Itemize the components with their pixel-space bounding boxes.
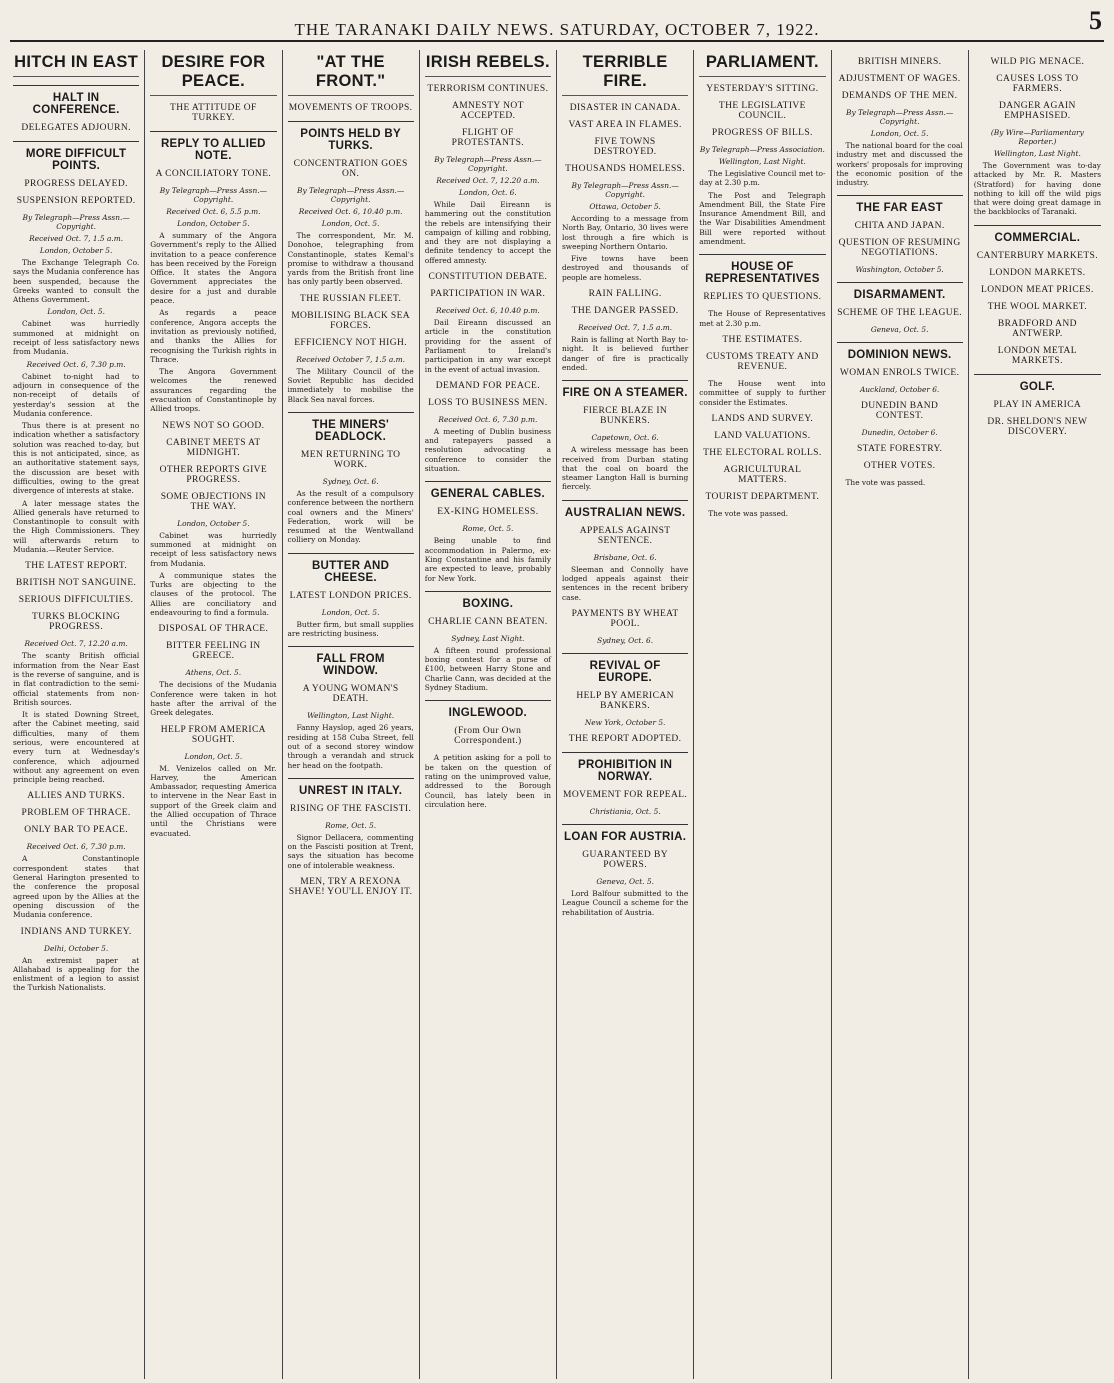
dateline: Wellington, Last Night. (307, 711, 395, 721)
deck: THE ELECTORAL ROLLS. (703, 447, 822, 458)
deck: CONCENTRATION GOES ON. (293, 159, 408, 179)
deck: LONDON MARKETS. (989, 267, 1086, 278)
newspaper-columns (8, 50, 1106, 1379)
deck: BRITISH NOT SANGUINE. (15, 578, 137, 589)
dateline: London, Oct. 5. (47, 307, 105, 317)
deck: MEN, TRY A REXONA SHAVE! YOU'LL ENJOY IT. (288, 877, 413, 898)
deck: LONDON METAL MARKETS. (997, 345, 1077, 366)
deck: DEMANDS OF THE MEN. (841, 91, 958, 101)
deck: THE REPORT ADOPTED. (568, 733, 682, 744)
deck: NEWS NOT SO GOOD. (162, 420, 265, 431)
subheadline: THE MINERS' DEADLOCK. (312, 418, 390, 443)
dateline: Brisbane, Oct. 6. (593, 552, 657, 562)
deck: THOUSANDS HOMELESS. (565, 164, 686, 174)
subheadline: DOMINION NEWS. (847, 349, 952, 362)
subheadline: THE FAR EAST (856, 202, 943, 215)
deck: CONSTITUTION DEBATE. (428, 272, 548, 283)
column-rule (288, 778, 414, 779)
article-paragraph: Butter firm, but small supplies are restricting business. (287, 619, 414, 639)
dateline: Sydney, Last Night. (451, 633, 525, 643)
deck: PARTICIPATION IN WAR. (430, 289, 546, 300)
deck: HELP FROM AMERICA SOUGHT. (160, 724, 266, 745)
dateline: Received Oct. 7, 1.5 a.m. (578, 323, 673, 333)
deck: PAYMENTS BY WHEAT POOL. (571, 608, 679, 629)
column-rule (562, 653, 688, 654)
dateline: Ottawa, October 5. (589, 202, 661, 211)
dateline: London, October 5. (177, 219, 250, 228)
article-paragraph: The House of Representatives met at 2.30 p.m. (699, 309, 826, 328)
deck: TOURIST DEPARTMENT. (705, 491, 820, 502)
dateline: Dunedin, October 6. (861, 428, 938, 438)
deck: QUESTION OF RESUMING NEGOTIATIONS. (838, 238, 961, 259)
deck: MEN RETURNING TO WORK. (300, 449, 401, 470)
column-5 (557, 50, 694, 1379)
deck: INDIANS AND TURKEY. (20, 926, 132, 937)
column-rule (837, 195, 963, 196)
deck: OTHER REPORTS GIVE PROGRESS. (159, 464, 268, 485)
column-rule (150, 131, 276, 132)
deck: DR. SHELDON'S NEW DISCOVERY. (987, 416, 1088, 437)
column-rule (425, 591, 551, 592)
deck: A YOUNG WOMAN'S DEATH. (302, 684, 399, 705)
dateline: (By Wire—Parliamentary Reporter.) (990, 128, 1084, 146)
deck: MOBILISING BLACK SEA FORCES. (291, 310, 411, 331)
deck: FIERCE BLAZE IN BUNKERS. (583, 406, 668, 427)
column-rule (974, 374, 1101, 375)
column-4 (420, 50, 557, 1379)
article-paragraph: A summary of the Angora Government's reply to the Allied invitation to a peace conference has been received by the Foreign Office. It states the Angora Government appreciates the desire for a just and durable peace. (150, 231, 277, 306)
subheadline: FIRE ON A STEAMER. (562, 387, 688, 400)
dateline: Received Oct. 6, 10.40 p.m. (298, 207, 403, 216)
deck: THE ATTITUDE OF TURKEY. (170, 103, 257, 123)
deck: BRADFORD AND ANTWERP. (997, 318, 1077, 339)
column-rule (562, 380, 688, 381)
column-rule (288, 121, 414, 122)
masthead (10, 6, 1104, 42)
article-paragraph: The decisions of the Mudania Conference were taken in hot haste after the arrival of the Greek delegates. (150, 680, 277, 718)
subheadline: GENERAL CABLES. (430, 488, 545, 501)
dateline: Received Oct. 6, 7.30 p.m. (438, 414, 538, 424)
dateline: New York, October 5. (584, 717, 666, 727)
deck: ADJUSTMENT OF WAGES. (838, 74, 961, 84)
headline: IRISH REBELS. (425, 53, 551, 77)
dateline: Received Oct. 6, 5.5 p.m. (166, 207, 261, 216)
article-paragraph: The scanty British official information from the Near East is the reverse of sanguine, and is in flat contradiction to the semi-official statements from non-British sources. (13, 651, 140, 707)
headline: DESIRE FOR PEACE. (150, 53, 276, 96)
deck: REPLIES TO QUESTIONS. (703, 292, 822, 303)
column-2 (145, 50, 282, 1379)
article-paragraph: Five towns have been destroyed and thousands of people are homeless. (562, 254, 689, 282)
deck: LATEST LONDON PRICES. (289, 590, 412, 601)
dateline: Capetown, Oct. 6. (591, 433, 659, 443)
subheadline: COMMERCIAL. (994, 231, 1081, 244)
deck: FLIGHT OF PROTESTANTS. (451, 128, 525, 148)
dateline: By Telegraph—Press Assn.—Copyright. (22, 213, 130, 231)
subheadline: FALL FROM WINDOW. (316, 653, 385, 678)
deck: PLAY IN AMERICA (993, 399, 1082, 410)
deck: DELEGATES ADJOURN. (21, 123, 131, 133)
dateline: London, Oct. 5. (184, 751, 243, 761)
article-paragraph: The national board for the coal industry met and discussed the workers' proposals for improving the economic position of the industry. (836, 141, 963, 188)
deck: DISPOSAL OF THRACE. (158, 624, 269, 635)
deck: SOME OBJECTIONS IN THE WAY. (160, 491, 267, 512)
subheadline: HOUSE OF REPRESENTATIVES (705, 261, 820, 286)
column-rule (837, 282, 963, 283)
dateline: Auckland, October 6. (859, 385, 940, 395)
column-rule (562, 752, 688, 753)
deck: WILD PIG MENACE. (990, 57, 1085, 67)
deck: FIVE TOWNS DESTROYED. (593, 137, 657, 157)
dateline: Received Oct. 6, 7.30 p.m. (26, 842, 126, 852)
deck: WOMAN ENROLS TWICE. (839, 368, 960, 379)
deck: EFFICIENCY NOT HIGH. (294, 337, 407, 348)
article-paragraph: Dail Eireann discussed an article in the constitution providing for the assent of Parliament to Ireland's participation in any war except in the event of actual invasion. (424, 318, 551, 374)
deck: RISING OF THE FASCISTI. (289, 803, 412, 814)
deck: OTHER VOTES. (863, 461, 936, 472)
deck: CHARLIE CANN BEATEN. (428, 616, 548, 627)
column-7 (832, 50, 969, 1379)
deck: THE LATEST REPORT. (25, 561, 128, 572)
article-paragraph: Lord Balfour submitted to the League Council a scheme for the rehabilitation of Austria. (562, 888, 689, 917)
article-paragraph: A meeting of Dublin business and ratepayers passed a resolution advocating a conference to consider the situation. (424, 426, 551, 474)
newspaper-title: THE TARANAKI DAILY NEWS. SATURDAY, OCTOBER 7, 1922. (294, 20, 820, 39)
column-rule (288, 553, 414, 554)
dateline: By Telegraph—Press Assn.—Copyright. (297, 186, 405, 204)
dateline: London, Oct. 5. (321, 607, 380, 617)
deck: THE ESTIMATES. (722, 334, 803, 345)
deck: DUNEDIN BAND CONTEST. (860, 401, 939, 422)
headline: PARLIAMENT. (699, 53, 825, 77)
dateline: By Telegraph—Press Assn.—Copyright. (434, 155, 542, 173)
article-paragraph: While Dail Eireann is hammering out the constitution the rebels are intensifying their campaign of killing and robbing, and they are not displaying a definite tendency to accept the offered amnesty. (424, 200, 551, 265)
deck: LONDON MEAT PRICES. (981, 284, 1094, 295)
deck: VAST AREA IN FLAMES. (568, 120, 682, 130)
deck: AMNESTY NOT ACCEPTED. (451, 101, 524, 121)
column-rule (13, 141, 139, 142)
article-paragraph: An extremist paper at Allahabad is appealing for the enlistment of a legion to assist the Turkish Nationalists. (13, 955, 140, 993)
article-paragraph: A communique states the Turks are objecting to the clauses of the protocol. The Allies are conciliatory and endeavouring to find a formula. (150, 570, 277, 618)
column-rule (562, 500, 688, 501)
deck: MOVEMENTS OF TROOPS. (288, 103, 413, 113)
column-8 (969, 50, 1106, 1379)
article-paragraph: It is stated Downing Street, after the Cabinet meeting, said difficulties, many of them serious, were encountered at every turn at Wednesday's conference, which adjourned without any agreement on even principle being reached. (13, 710, 140, 785)
dateline: Geneva, Oct. 5. (870, 325, 929, 335)
dateline: By Telegraph—Press Assn.—Copyright. (846, 108, 954, 126)
dateline: Received Oct. 7, 12.20 a.m. (24, 639, 128, 649)
article-paragraph: Cabinet was hurriedly summoned at midnight on receipt of less satisfactory news from Mudania. (150, 530, 277, 568)
deck: PROBLEM OF THRACE. (21, 808, 131, 819)
dateline: Athens, Oct. 5. (185, 668, 242, 678)
article-paragraph: The correspondent, Mr. M. Donohoe, telegraphing from Constantinople, states Kemal's promise to withdraw a thousand yards from the British front line has only partly been observed. (287, 231, 414, 287)
column-rule (425, 700, 551, 701)
article-paragraph: The Post and Telegraph Amendment Bill, the State Fire Insurance Amendment Bill, and the War Disabilities Amendment Bill were reported without amendment. (699, 190, 826, 247)
subheadline: INGLEWOOD. (448, 707, 528, 720)
article-paragraph: According to a message from North Bay, Ontario, 30 lives were lost through a fire which is sweeping Northern Ontario. (562, 214, 689, 251)
dateline: London, Oct. 6. (459, 188, 517, 197)
deck: DEMAND FOR PEACE. (435, 380, 540, 391)
dateline: Received Oct. 6, 7.30 p.m. (26, 359, 126, 369)
dateline: London, October 5. (39, 246, 113, 255)
subheadline: REPLY TO ALLIED NOTE. (160, 138, 266, 162)
deck: SUSPENSION REPORTED. (16, 196, 136, 206)
article-paragraph: Fanny Hayslop, aged 26 years, residing at 158 Cuba Street, fell out of a second storey window through a verandah and struck her head on the footpath. (287, 723, 414, 770)
deck: CHITA AND JAPAN. (854, 221, 945, 232)
article-paragraph: A fifteen round professional boxing contest for a purse of £100, between Harry Stone and Charlie Cann, was decided at the Sydney Stadium. (424, 645, 551, 693)
subheadline: LOAN FOR AUSTRIA. (564, 830, 687, 843)
deck: YESTERDAY'S SITTING. (706, 84, 819, 94)
column-rule (425, 481, 551, 482)
deck: DISASTER IN CANADA. (569, 103, 681, 113)
deck: (From Our Own Correspondent.) (454, 726, 522, 747)
deck: HELP BY AMERICAN BANKERS. (576, 690, 674, 711)
deck: GUARANTEED BY POWERS. (582, 849, 668, 870)
headline: TERRIBLE FIRE. (562, 53, 688, 96)
column-rule (974, 225, 1101, 226)
dateline: By Telegraph—Press Association. (699, 145, 825, 154)
deck: EX-KING HOMELESS. (437, 507, 539, 518)
dateline: London, Oct. 5. (321, 219, 380, 228)
deck: RAIN FALLING. (588, 289, 662, 300)
headline: "AT THE FRONT." (288, 53, 414, 96)
deck: LAND VALUATIONS. (714, 430, 811, 441)
dateline: By Telegraph—Press Assn.—Copyright. (571, 181, 679, 199)
deck: A CONCILIATORY TONE. (155, 169, 272, 179)
deck: APPEALS AGAINST SENTENCE. (579, 525, 671, 546)
article-paragraph: A petition asking for a poll to be taken on the question of rating on the unimproved value, addressed to the Borough Council, has lately been in circulation here. (424, 753, 551, 809)
column-1 (8, 50, 145, 1379)
deck: THE WOOL MARKET. (987, 301, 1088, 312)
subheadline: BUTTER AND CHEESE. (311, 559, 390, 584)
subheadline: PROHIBITION IN NORWAY. (577, 758, 673, 783)
subheadline: DISARMAMENT. (853, 289, 946, 302)
dateline: Received October 7, 1.5 a.m. (296, 354, 405, 364)
article-paragraph: Rain is falling at North Bay to-night. It is believed further danger of fire is practically ended. (562, 335, 689, 372)
deck: THE RUSSIAN FLEET. (300, 293, 402, 304)
deck: ALLIES AND TURKS. (27, 791, 125, 802)
dateline: London, October 5. (177, 518, 250, 528)
dateline: Sydney, Oct. 6. (597, 635, 654, 645)
dateline: Wellington, Last Night. (993, 149, 1081, 158)
article-paragraph: Being unable to find accommodation in Palermo, ex-King Constantine and his family are expected to leave, probably for New York. (424, 536, 551, 583)
subheadline: MORE DIFFICULT POINTS. (25, 148, 127, 172)
article-paragraph: Signor Dellacera, commenting on the Fascisti position at Trent, says the situation has become one of intolerable weakness. (287, 832, 414, 870)
deck: PROGRESS OF BILLS. (711, 128, 813, 138)
column-rule (288, 412, 414, 413)
column-rule (837, 342, 963, 343)
deck: BITTER FEELING IN GREECE. (166, 641, 261, 662)
dateline: London, Oct. 5. (870, 129, 929, 138)
deck: LOSS TO BUSINESS MEN. (428, 397, 548, 408)
dateline: Received Oct. 7, 1.5 a.m. (29, 234, 124, 243)
deck: SERIOUS DIFFICULTIES. (18, 595, 134, 606)
article-paragraph: As the result of a compulsory conference between the northern coal owners and the Miners' Federation, work will be resumed at the Wentwalland colliery on Monday. (287, 488, 414, 545)
column-rule (562, 824, 688, 825)
article-paragraph: The vote was passed. (845, 478, 926, 488)
subheadline: UNREST IN ITALY. (299, 784, 403, 797)
dateline: Delhi, October 5. (44, 943, 109, 953)
column-rule (13, 85, 139, 86)
subheadline: BOXING. (462, 597, 514, 610)
deck: ONLY BAR TO PEACE. (24, 825, 128, 836)
article-paragraph: The Government was to-day attacked by Mr. R. Masters (Stratford) for having done nothing to kill off the wild pigs that were doing great damage in the backblocks of Taranaki. (973, 161, 1101, 217)
dateline: Rome, Oct. 5. (462, 524, 514, 534)
article-paragraph: A Constantinople correspondent states that General Harington presented to the conference the proposal agreed upon by the Allies at the opening discussion of the Mudania conference. (13, 854, 140, 920)
deck: PROGRESS DELAYED. (24, 179, 128, 189)
subheadline: HALT IN CONFERENCE. (32, 92, 120, 116)
dateline: Wellington, Last Night. (718, 157, 806, 166)
column-rule (288, 646, 414, 647)
article-paragraph: Sleeman and Connolly have lodged appeals against their sentences in the recent bribery case. (562, 564, 689, 602)
deck: CUSTOMS TREATY AND REVENUE. (706, 351, 819, 372)
subheadline: REVIVAL OF EUROPE. (589, 659, 661, 684)
subheadline: POINTS HELD BY TURKS. (300, 128, 401, 152)
article-paragraph: A wireless message has been received from Durban stating that the coal on board the steamer Langton Hall is burning fiercely. (562, 445, 689, 492)
deck: CABINET MEETS AT MIDNIGHT. (166, 437, 261, 458)
article-paragraph: The Angora Government welcomes the renewed assurances regarding the evacuation of Constantinople by Allied troops. (150, 367, 277, 414)
subheadline: GOLF. (1019, 380, 1056, 393)
dateline: Geneva, Oct. 5. (596, 876, 654, 886)
article-paragraph: The Military Council of the Soviet Republic has decided immediately to mobilise the Black Sea naval forces. (287, 366, 414, 404)
column-3 (283, 50, 420, 1379)
deck: TERRORISM CONTINUES. (427, 84, 549, 94)
dateline: Sydney, Oct. 6. (322, 476, 379, 486)
article-paragraph: The Exchange Telegraph Co. says the Mudania conference has been suspended, because the Greeks wanted to consult the Athens Government. (13, 258, 140, 305)
deck: DANGER AGAIN EMPHASISED. (998, 101, 1076, 121)
deck: BRITISH MINERS. (857, 57, 942, 67)
dateline: Christiania, Oct. 5. (589, 806, 661, 816)
dateline: Received Oct. 6, 10.40 p.m. (436, 306, 540, 316)
deck: CAUSES LOSS TO FARMERS. (996, 74, 1079, 94)
deck: LANDS AND SURVEY. (711, 413, 814, 424)
deck: SCHEME OF THE LEAGUE. (837, 308, 963, 319)
deck: TURKS BLOCKING PROGRESS. (32, 612, 121, 633)
deck: THE LEGISLATIVE COUNCIL. (718, 101, 806, 121)
article-paragraph: As regards a peace conference, Angora accepts the invitation as previously notified, and thanks the Allies for recognising the Turkish rights in Thrace. (150, 308, 277, 364)
column-rule (699, 254, 825, 255)
deck: THE DANGER PASSED. (571, 306, 679, 317)
article-paragraph: M. Venizelos called on Mr. Harvey, the American Ambassador, requesting America to intervene in the Near East in support of the Greek claim and the Allied occupation of Thrace until the Christians were evacuated. (150, 763, 277, 838)
subheadline: AUSTRALIAN NEWS. (564, 506, 686, 519)
article-paragraph: The House went into committee of supply to further consider the Estimates. (699, 378, 826, 407)
deck: STATE FORESTRY. (856, 444, 943, 455)
article-paragraph: A later message states the Allied generals have returned to Constantinople to consult with the High Commissioners. They will afterwards return to Mudania.—Reuter Service. (13, 498, 140, 555)
page-number: 5 (1089, 6, 1102, 35)
dateline: Washington, October 5. (855, 265, 944, 275)
headline: HITCH IN EAST (13, 53, 139, 77)
deck: CANTERBURY MARKETS. (976, 250, 1098, 261)
article-paragraph: Cabinet was hurriedly summoned at midnight on receipt of less satisfactory news from Mudania. (13, 319, 140, 357)
dateline: Received Oct. 7, 12.20 a.m. (436, 176, 540, 185)
article-paragraph: The Legislative Council met to-day at 2.30 p.m. (699, 169, 826, 188)
article-paragraph: The vote was passed. (708, 508, 789, 518)
column-6 (694, 50, 831, 1379)
article-paragraph: Thus there is at present no indication whether a satisfactory solution was reached to-day, but this is not anticipated, since, as an authoritative statement says, the discussion are beset with difficulties, owing to the great divergence of interests at stake. (13, 421, 140, 496)
dateline: By Telegraph—Press Assn.—Copyright. (159, 186, 267, 204)
deck: MOVEMENT FOR REPEAL. (563, 789, 688, 800)
article-paragraph: Cabinet to-night had to adjourn in consequence of the non-receipt of details of yesterday's session at the Mudania conference. (13, 371, 140, 418)
dateline: Rome, Oct. 5. (325, 820, 377, 830)
deck: AGRICULTURAL MATTERS. (723, 464, 802, 485)
